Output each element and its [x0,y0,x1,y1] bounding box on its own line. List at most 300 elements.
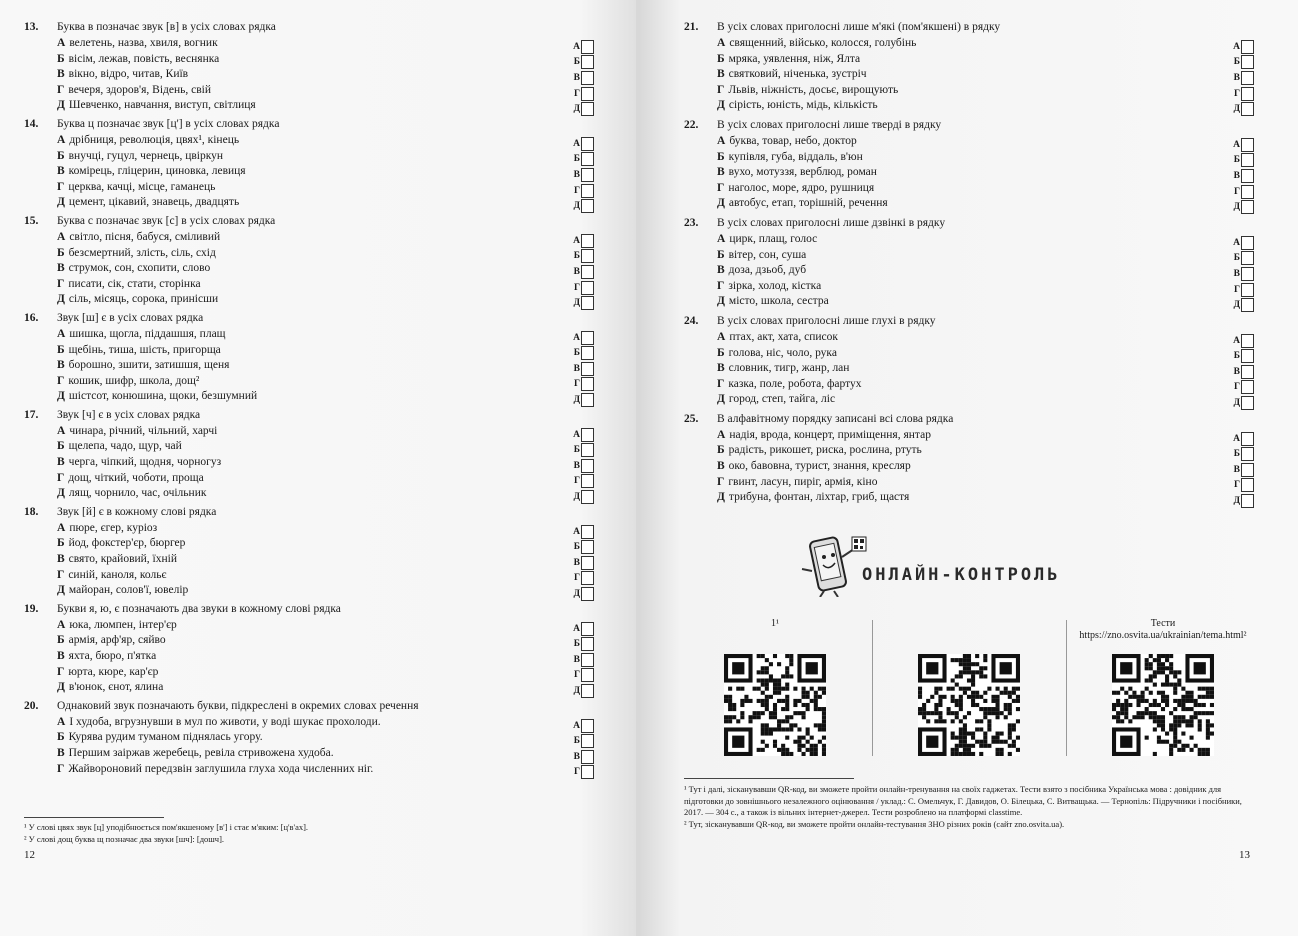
answer-checkbox[interactable] [1241,283,1254,297]
option-letter: Д [57,196,65,209]
answer-option [24,261,594,277]
answer-box-letter: Б [573,542,580,553]
option-text: город, степ, тайга, ліс [728,393,836,406]
answer-checkbox[interactable] [581,346,594,360]
answer-box-letter: В [573,751,580,762]
answer-box-row [570,346,594,362]
option-text: вечеря, здоров'я, Відень, свій [68,83,212,96]
option-text: лящ, чорнило, час, очільник [68,487,207,500]
answer-box-letter: Б [1233,449,1240,460]
answer-checkbox[interactable] [581,765,594,779]
option-letter: Д [717,99,725,112]
answer-checkbox[interactable] [1241,298,1254,312]
option-text: кошик, шифр, школа, дощ² [68,374,200,387]
option-letter: Г [57,180,65,193]
option-letter: А [57,521,66,534]
answer-checkbox[interactable] [1241,463,1254,477]
option-letter: Г [57,568,65,581]
option-letter: В [717,362,725,375]
answer-box-letter: Г [1233,480,1240,491]
answer-box-row [1230,282,1254,298]
option-text: йод, фокстер'єр, бюргер [68,537,186,550]
answer-box-letter: Б [573,639,580,650]
answer-box-letter: А [573,429,580,440]
question-20 [24,698,594,777]
question-23 [684,215,1254,310]
answer-boxes [570,427,594,505]
answer-option [684,475,1254,491]
answer-option [24,83,594,99]
answer-box-row [570,167,594,183]
option-letter: Д [57,681,65,694]
right-questions-column [684,19,1254,509]
answer-box-row [570,621,594,637]
answer-box-row [570,652,594,668]
answer-checkbox[interactable] [581,428,594,442]
question-number: 18. [24,505,39,518]
answer-box-letter: Б [573,348,580,359]
question-24 [684,313,1254,408]
answer-checkbox[interactable] [581,474,594,488]
qr-block-1 [680,618,870,758]
option-text: птах, акт, хата, список [729,330,838,343]
option-letter: Б [57,634,65,647]
answer-checkbox[interactable] [581,137,594,151]
option-letter: Г [57,83,65,96]
answer-box-letter: В [1233,464,1240,475]
answer-box-letter: А [573,138,580,149]
option-letter: А [717,37,726,49]
option-letter: Б [717,346,725,359]
answer-box-letter: А [573,332,580,343]
answer-box-letter: Б [1233,57,1240,68]
answer-checkbox[interactable] [1241,478,1254,492]
footnote-divider [684,778,854,779]
answer-checkbox[interactable] [581,734,594,748]
answer-checkbox[interactable] [581,571,594,585]
answer-option [24,358,594,374]
answer-option [684,67,1254,83]
answer-box-letter: Д [1233,202,1240,213]
option-letter: А [57,133,66,146]
answer-option [684,330,1254,346]
question-number: 19. [24,602,39,615]
option-letter: Б [57,52,65,65]
answer-box-row [570,233,594,249]
answer-box-row [570,683,594,699]
answer-checkbox[interactable] [581,668,594,682]
answer-box-letter: А [1233,335,1240,346]
answer-box-letter: Д [573,201,580,212]
answer-box-letter: В [1233,170,1240,181]
answer-option [684,98,1254,114]
option-text: чинара, річний, чільний, харчі [69,424,218,437]
answer-box-letter: В [1233,366,1240,377]
answer-checkbox[interactable] [1241,200,1254,214]
answer-option [684,134,1254,150]
answer-checkbox[interactable] [581,622,594,636]
option-letter: Д [717,295,725,308]
answer-option [684,165,1254,181]
answer-checkbox[interactable] [581,102,594,116]
option-text: словник, тигр, жанр, лан [728,362,850,375]
question-19 [24,601,594,696]
answer-checkbox[interactable] [581,459,594,473]
answer-checkbox[interactable] [1241,102,1254,116]
answer-option [24,618,594,634]
answer-box-letter: Б [573,445,580,456]
answer-checkbox[interactable] [1241,494,1254,508]
answer-option [684,428,1254,444]
answer-option [24,536,594,552]
question-13 [24,19,594,114]
answer-box-letter: А [573,623,580,634]
answer-option [24,715,594,731]
option-letter: Д [57,293,65,306]
answer-box-letter: Г [1233,284,1240,295]
answer-box-letter: А [573,526,580,537]
qr-code-1[interactable] [724,654,826,756]
answer-boxes [570,718,594,780]
answer-option [684,459,1254,475]
question-17 [24,407,594,502]
answer-box-letter: В [573,266,580,277]
answer-box-row [570,86,594,102]
option-letter: Д [717,491,725,504]
option-letter: А [717,134,726,147]
option-text: місто, школа, сестра [728,295,829,308]
answer-box-row [570,55,594,71]
footnote-2: ² Тут, зісканувавши QR-код, ви зможете пройти онлайн-тестування ЗНО різних років (сайт zno.osvita.ua). [684,818,1065,829]
answer-box-row [1230,364,1254,380]
answer-checkbox[interactable] [581,684,594,698]
answer-option [24,521,594,537]
option-letter: Д [57,487,65,500]
answer-box-row [570,668,594,684]
answer-box-letter: Д [573,104,580,115]
option-letter: А [717,232,726,245]
answer-box-row [570,152,594,168]
option-text: синій, каноля, кольє [68,568,167,581]
answer-box-row [570,392,594,408]
answer-box-row [1230,153,1254,169]
answer-option [684,392,1254,408]
footnote-1: ¹ У слові цвях звук [ц] уподібнюється пом'якшеному [в'] і стає м'яким: [ц'в'ах]. [24,822,309,832]
answer-checkbox[interactable] [581,653,594,667]
answer-checkbox[interactable] [1241,40,1254,54]
answer-box-row [570,733,594,749]
option-text: сіль, місяць, сорока, принісши [68,293,219,306]
answer-box-letter: Д [573,298,580,309]
answer-checkbox[interactable] [1241,236,1254,250]
question-14 [24,116,594,211]
answer-checkbox[interactable] [581,249,594,263]
answer-checkbox[interactable] [1241,447,1254,461]
answer-box-row [570,586,594,602]
answer-boxes [1230,333,1254,411]
answer-checkbox[interactable] [581,184,594,198]
option-text: майоран, солов'ї, ювелір [68,584,189,597]
answer-option [24,471,594,487]
answer-box-letter: Г [573,767,580,778]
qr-label-3: Тести https://zno.osvita.ua/ukrainian/tema.html² [1079,618,1247,641]
answer-checkbox[interactable] [581,490,594,504]
answer-box-row [570,361,594,377]
question-21 [684,19,1254,114]
option-letter: Б [717,248,725,261]
answer-box-letter: Б [573,251,580,262]
option-letter: В [57,262,65,275]
option-text: дощ, чіткий, чоботи, проща [68,471,204,484]
answer-checkbox[interactable] [581,281,594,295]
answer-checkbox[interactable] [581,152,594,166]
answer-option [24,292,594,308]
answer-checkbox[interactable] [581,719,594,733]
answer-option [24,98,594,114]
answer-checkbox[interactable] [581,168,594,182]
option-letter: В [57,650,65,662]
option-text: гвинт, ласун, пиріг, армія, кіно [728,475,878,488]
answer-checkbox[interactable] [1241,251,1254,265]
option-text: шістсот, конюшина, щоки, безшумний [68,390,258,403]
option-text: дрібниця, революція, цвях¹, кінець [69,133,240,146]
question-text: Звук [й] є в кожному слові рядка [57,505,217,518]
answer-checkbox[interactable] [581,331,594,345]
answer-checkbox[interactable] [1241,396,1254,410]
answer-checkbox[interactable] [1241,138,1254,152]
answer-option [24,583,594,599]
option-letter: Г [717,475,725,488]
answer-checkbox[interactable] [1241,432,1254,446]
answer-box-row [1230,251,1254,267]
qr-code-3[interactable] [1112,654,1214,756]
answer-box-row [570,765,594,781]
answer-checkbox[interactable] [581,443,594,457]
answer-checkbox[interactable] [581,587,594,601]
answer-checkbox[interactable] [581,71,594,85]
answer-box-letter: Д [573,492,580,503]
option-text: струмок, сон, схопити, слово [68,262,211,275]
question-text: Буква в позначає звук [в] в усіх словах рядка [57,21,276,33]
left-page [0,0,636,936]
option-letter: Б [717,150,725,163]
option-text: наголос, море, ядро, рушниця [728,181,875,194]
question-number: 24. [684,314,699,327]
option-letter: Д [717,197,725,210]
option-text: голова, ніс, чоло, рука [728,346,837,359]
answer-box-row [570,295,594,311]
option-letter: Б [57,149,65,162]
answer-checkbox[interactable] [1241,169,1254,183]
right-footnotes [684,784,1256,830]
question-number: 17. [24,408,39,421]
option-letter: Г [57,665,65,678]
option-text: І худоба, вгрузнувши в мул по животи, у воді шукає прохолоди. [69,715,381,728]
answer-box-letter: А [1233,237,1240,248]
phone-mascot-icon [800,535,870,597]
answer-option [24,246,594,262]
answer-box-row [1230,297,1254,313]
answer-option [684,196,1254,212]
question-text: Звук [ш] є в усіх словах рядка [57,311,204,324]
answer-checkbox[interactable] [581,87,594,101]
answer-option [24,439,594,455]
option-text: цирк, плащ, голос [729,232,818,245]
left-questions-column [24,19,594,779]
page-number-right: 13 [1239,849,1250,861]
answer-boxes [1230,39,1254,117]
question-22 [684,117,1254,212]
question-number: 14. [24,117,39,130]
answer-box-letter: Г [573,573,580,584]
answer-box-letter: В [573,169,580,180]
option-letter: Д [57,99,65,112]
answer-checkbox[interactable] [581,540,594,554]
question-heading [24,213,594,230]
answer-boxes [570,621,594,699]
option-text: юрта, кюре, кар'єр [68,665,159,678]
answer-box-row [570,749,594,765]
answer-box-letter: Г [573,282,580,293]
answer-checkbox[interactable] [1241,87,1254,101]
answer-box-row [1230,39,1254,55]
answer-checkbox[interactable] [1241,349,1254,363]
answer-option [24,164,594,180]
answer-checkbox[interactable] [1241,185,1254,199]
answer-box-letter: В [573,363,580,374]
answer-checkbox[interactable] [581,234,594,248]
question-number: 16. [24,311,39,324]
answer-box-letter: А [573,720,580,731]
answer-box-letter: Г [1233,382,1240,393]
option-letter: А [717,428,726,441]
right-page [640,0,1298,936]
answer-checkbox[interactable] [581,393,594,407]
answer-box-row [570,249,594,265]
answer-option [24,374,594,390]
answer-checkbox[interactable] [581,55,594,69]
answer-checkbox[interactable] [1241,71,1254,85]
answer-box-letter: А [1233,41,1240,52]
answer-option [684,443,1254,459]
answer-checkbox[interactable] [1241,334,1254,348]
answer-checkbox[interactable] [581,265,594,279]
answer-box-letter: В [1233,72,1240,83]
answer-box-letter: Г [573,379,580,390]
option-letter: Б [57,537,65,550]
answer-checkbox[interactable] [581,750,594,764]
question-text: В усіх словах приголосні лише дзвінкі в рядку [717,216,946,229]
answer-option [24,762,594,778]
answer-option [24,327,594,343]
answer-checkbox[interactable] [581,556,594,570]
option-text: казка, поле, робота, фартух [728,377,862,390]
answer-checkbox[interactable] [581,637,594,651]
option-text: писати, сік, стати, сторінка [68,277,201,290]
question-number: 13. [24,21,39,33]
answer-option [24,633,594,649]
answer-checkbox[interactable] [581,40,594,54]
question-text: В усіх словах приголосні лише тверді в рядку [717,118,942,131]
answer-box-row [1230,333,1254,349]
answer-box-letter: Д [1233,496,1240,507]
answer-checkbox[interactable] [1241,380,1254,394]
answer-option [684,377,1254,393]
answer-checkbox[interactable] [1241,365,1254,379]
answer-option [684,279,1254,295]
qr-block-2 [874,618,1064,758]
option-text: велетень, назва, хвиля, вогник [69,37,218,49]
answer-option [684,52,1254,68]
option-text: безсмертний, злість, сіль, схід [68,246,216,259]
answer-checkbox[interactable] [1241,153,1254,167]
answer-checkbox[interactable] [581,362,594,376]
answer-boxes [570,330,594,408]
option-text: Львів, ніжність, досьє, вирощують [728,83,899,96]
answer-box-row [1230,168,1254,184]
answer-box-letter: Д [573,589,580,600]
answer-box-row [1230,86,1254,102]
option-text: священний, військо, колосся, голубінь [729,37,917,49]
answer-option [24,486,594,502]
answer-box-letter: Г [573,88,580,99]
answer-box-row [570,489,594,505]
answer-box-letter: Д [1233,300,1240,311]
answer-box-row [570,539,594,555]
qr-block-3 [1068,618,1258,758]
option-letter: А [57,715,66,728]
answer-box-row [1230,380,1254,396]
option-text: внучці, гуцул, чернець, цвіркун [68,149,224,162]
question-16 [24,310,594,405]
answer-box-letter: Б [573,57,580,68]
answer-option [24,389,594,405]
answer-box-row [570,427,594,443]
answer-option [24,52,594,68]
answer-checkbox[interactable] [581,377,594,391]
question-heading [24,407,594,424]
qr-code-2[interactable] [918,654,1020,756]
answer-boxes [570,524,594,602]
answer-option [24,665,594,681]
answer-option [24,649,594,665]
option-letter: В [57,165,65,178]
answer-checkbox[interactable] [581,199,594,213]
option-letter: Б [717,444,725,457]
answer-checkbox[interactable] [1241,267,1254,281]
qr-label-1: 1¹ [771,618,779,629]
option-text: святковий, ніченька, зустріч [728,68,867,81]
answer-option [684,263,1254,279]
answer-checkbox[interactable] [581,525,594,539]
answer-box-row [1230,431,1254,447]
answer-box-row [570,571,594,587]
answer-checkbox[interactable] [1241,55,1254,69]
answer-box-letter: Д [573,395,580,406]
answer-checkbox[interactable] [581,296,594,310]
option-letter: Б [57,343,65,356]
answer-option [24,277,594,293]
option-letter: Б [57,731,65,744]
question-heading [684,215,1254,232]
option-text: Шевченко, навчання, виступ, світлиця [68,99,256,112]
question-heading [24,504,594,521]
question-heading [24,19,594,36]
answer-box-row [570,39,594,55]
option-text: юка, люмпен, інтер'єр [69,618,177,631]
option-letter: Д [717,393,725,406]
answer-option [24,149,594,165]
